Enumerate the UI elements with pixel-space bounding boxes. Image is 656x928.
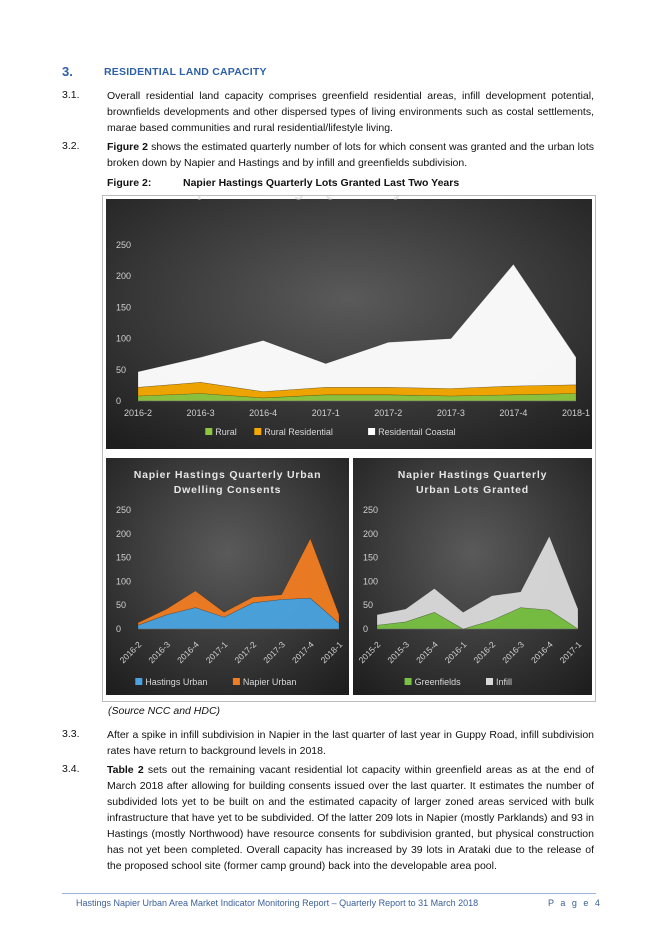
legend-swatch-rural-residential [254,428,261,435]
x-tick-label: 2018-1 [561,408,591,418]
y-tick-label: 100 [116,576,132,587]
legend-swatch-infill [486,678,493,685]
legend-label-residentail-coastal: Residentail Coastal [378,427,456,437]
footer-page-number: P a g e 4 [548,898,602,908]
x-tick-label: 2016-3 [146,639,173,666]
paragraph-text: shows the estimated quarterly number of lots for which consent was granted and the urban lots broken down by Napier and Hastings and by infill and greenfields subdivision. [107,141,595,169]
y-tick-label: 150 [363,552,379,563]
x-tick-label: 2015-2 [356,639,383,666]
paragraph-number: 3.1. [62,89,80,101]
x-tick-label: 2018-1 [318,639,345,666]
x-tick-label: 2017-4 [499,408,528,418]
legend-label-greenfields: Greenfields [414,677,461,687]
paragraph-number: 3.2. [62,140,80,152]
figure-title: Napier Hastings Quarterly Lots Granted Last Two Years [183,177,460,189]
x-tick-label: 2017-3 [436,408,465,418]
y-tick-label: 50 [363,600,374,611]
legend-label-hastings-urban: Hastings Urban [145,677,208,687]
paragraph-3-3: After a spike in infill subdivision in Napier in the last quarter of last year in Guppy Road, infill subdivision rates have return to background levels in 2018. [107,729,594,757]
y-tick-label: 200 [116,528,132,539]
footer-divider [62,893,596,894]
y-tick-label: 0 [116,624,122,634]
legend-swatch-napier-urban [233,678,240,685]
legend-swatch-rural [205,428,212,435]
y-tick-label: 250 [363,505,379,515]
chart-title: Urban Lots Granted [416,484,529,496]
y-tick-label: 50 [116,600,127,611]
x-tick-label: 2017-2 [232,639,259,666]
chart-title: Napier Hastings Quarterly [397,469,548,481]
y-tick-label: 150 [116,552,132,563]
y-tick-label: 100 [116,333,132,344]
section-number: 3. [62,64,73,79]
x-tick-label: 2017-1 [557,639,584,666]
figure-charts [103,196,595,701]
legend-swatch-hastings-urban [135,678,142,685]
x-tick-label: 2016-2 [117,639,144,666]
paragraph-3-1: Overall residential land capacity comprises greenfield residential areas, infill development potential, brownfields developments and other dispersed types of living environments such as costal settlements, marae based communities and rural residential/lifestyle living. [107,90,594,134]
legend-swatch-residentail-coastal [368,428,375,435]
x-tick-label: 2017-4 [289,639,316,666]
paragraph-number: 3.3. [62,728,80,740]
y-tick-label: 250 [116,505,132,515]
y-tick-label: 250 [116,240,132,250]
legend-label-rural: Rural [215,427,237,437]
x-tick-label: 2017-2 [374,408,403,418]
chart-title: Dwelling Consents [173,484,282,496]
x-tick-label: 2016-4 [249,408,278,418]
figure-reference: Figure 2 [107,141,148,153]
y-tick-label: 150 [116,302,132,313]
figure-frame [102,195,596,702]
paragraph-number: 3.4. [62,763,80,775]
table-reference: Table 2 [107,764,144,776]
figure-label: Figure 2: [107,177,152,189]
footer-text: Hastings Napier Urban Area Market Indicator Monitoring Report – Quarterly Report to 31 March 2018 [76,898,479,908]
x-tick-label: 2016-3 [186,408,215,418]
legend-label-rural-residential: Rural Residential [264,427,333,437]
y-tick-label: 0 [116,396,122,406]
paragraph-text: sets out the remaining vacant residential lot capacity within greenfield areas as at the end of March 2018 after allowing for building consents issued over the last quarter. It estimates the number of subdivided lots yet to be built on and the estimated capacity of larger zoned areas serviced with bulk infrastructure that have yet to be subdivided. Of the latter 209 lots in Napier (mostly Parklands) and 93 in Hastings (mostly Northwood) have resource consents for subdivision granted, but physical construction has not yet been completed. Overall capacity has increased by 39 lots in Arataki due to the release of the proposed school site (former camp ground) back into the developable area pool. [107,764,594,872]
x-tick-label: 2015-3 [385,639,412,666]
x-tick-label: 2015-4 [414,639,440,666]
y-tick-label: 200 [363,528,379,539]
x-tick-label: 2016-3 [500,639,526,666]
x-tick-label: 2017-1 [203,639,230,666]
y-tick-label: 50 [116,364,127,375]
y-tick-label: 0 [363,624,369,634]
chart-title [174,196,525,200]
x-tick-label: 2016-4 [175,639,201,666]
paragraph-3-2 [107,139,594,171]
x-tick-label: 2017-1 [311,408,340,418]
y-tick-label: 200 [116,271,132,282]
section-title: RESIDENTIAL LAND CAPACITY [104,66,267,78]
legend-label-napier-urban: Napier Urban [242,677,297,687]
chart-title: Napier Hastings Quarterly Urban [133,469,322,481]
figure-source: (Source NCC and HDC) [108,705,221,717]
x-tick-label: 2017-3 [261,639,287,666]
x-tick-label: 2016-4 [528,639,555,666]
x-tick-label: 2016-2 [471,639,498,666]
paragraph-3-4 [107,762,594,874]
x-tick-label: 2016-2 [123,408,153,418]
y-tick-label: 100 [363,576,379,587]
x-tick-label: 2016-1 [442,639,469,666]
legend-label-infill: Infill [496,677,513,687]
legend-swatch-greenfields [405,678,412,685]
